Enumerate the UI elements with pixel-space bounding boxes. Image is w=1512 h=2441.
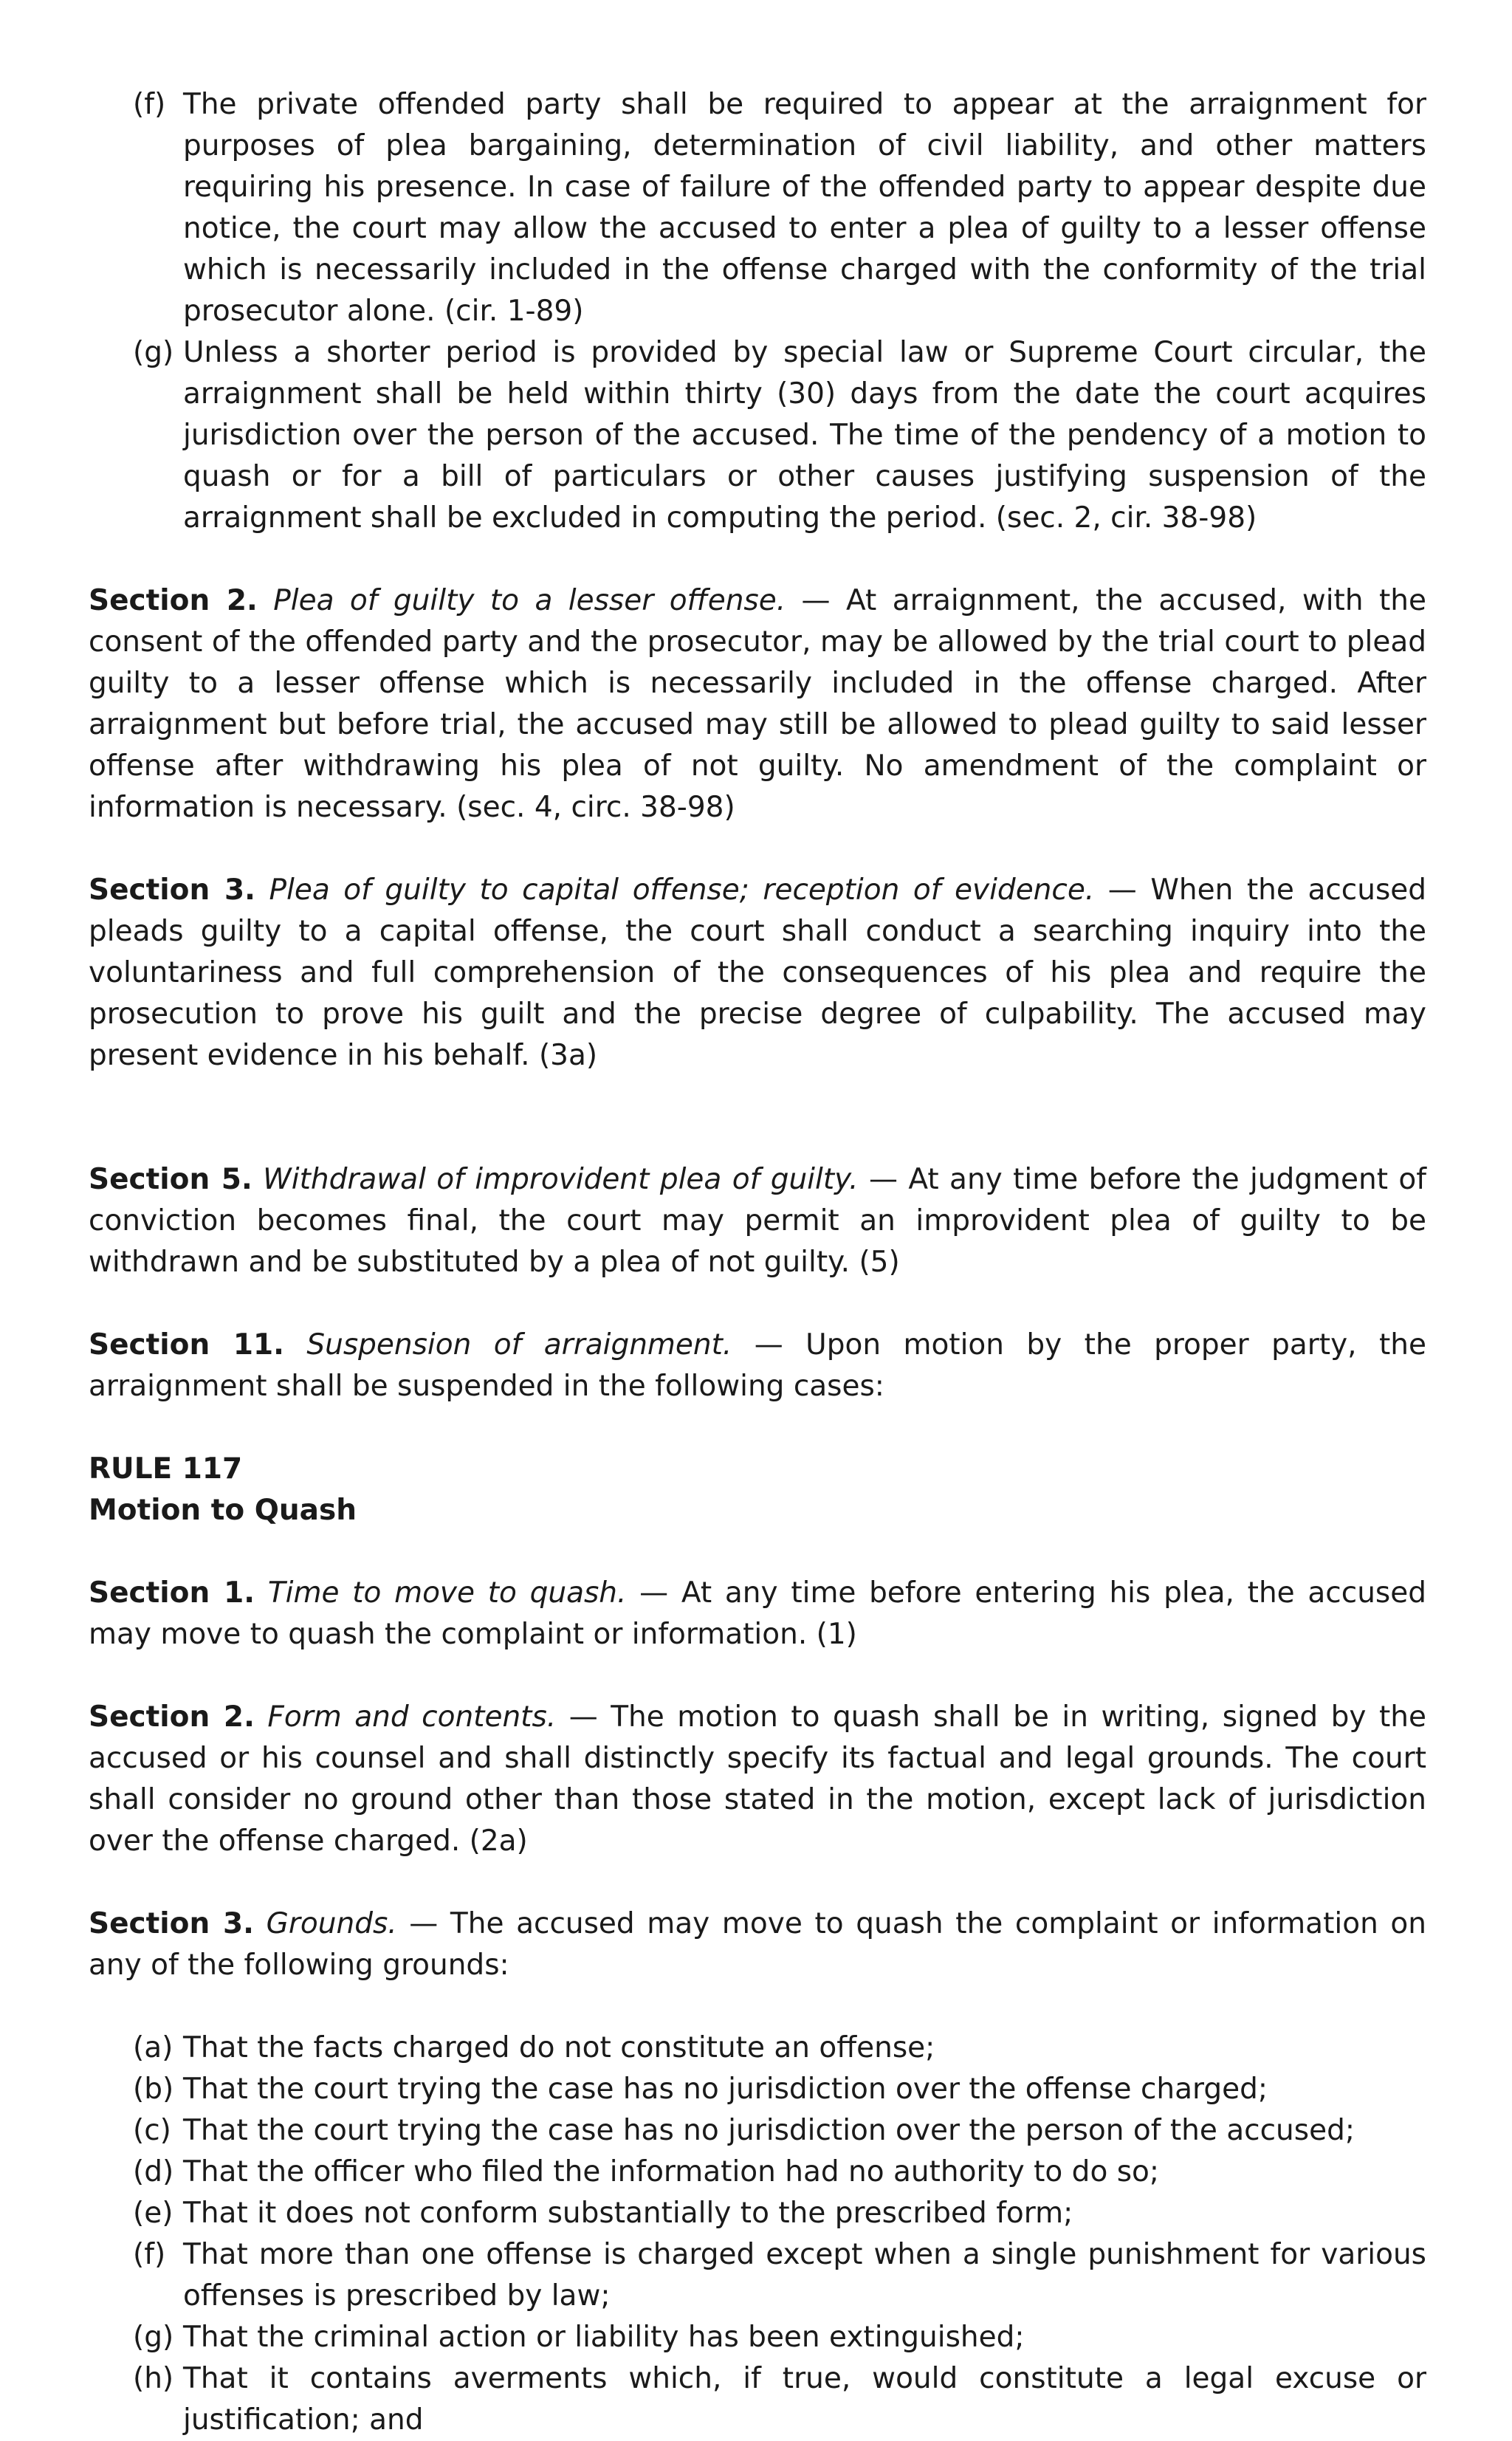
list-item-text: Unless a shorter period is provided by special law or Supreme Court circular, the arraignment shall be held within thirty (30) days from the date the court acquires jurisdiction over the person of the accused. The time of the pendency of a motion to quash or for a bill of particulars or other causes justifying suspension of the arraignment shall be excluded in computing the period. (sec. 2, cir. 38-98) xyxy=(183,336,1426,535)
section-body: — At any time before entering his plea, the accused may move to quash the complaint or information. (1) xyxy=(89,1576,1426,1651)
section-number: Section 3. xyxy=(89,873,255,907)
list-marker: (c) xyxy=(133,2114,171,2147)
list-item xyxy=(133,332,1426,539)
list-marker: (d) xyxy=(133,2155,174,2188)
section-number: Section 1. xyxy=(89,1576,255,1610)
section-title: Grounds. xyxy=(266,1907,397,1940)
list-item xyxy=(133,2358,1426,2441)
section-number: Section 5. xyxy=(89,1163,252,1196)
section-number: Section 3. xyxy=(89,1907,254,1940)
section-paragraph xyxy=(89,1697,1426,1862)
section-title: Plea of guilty to capital offense; reception of evidence. xyxy=(269,873,1095,907)
list-item-text: That it contains averments which, if true, would constitute a legal excuse or justification; and xyxy=(183,2362,1426,2437)
section-paragraph xyxy=(89,580,1426,828)
section-body: — The motion to quash shall be in writing, signed by the accused or his counsel and shall distinctly specify its factual and legal grounds. The court shall consider no ground other than those stated in the motion, except lack of jurisdiction over the offense charged. (2a) xyxy=(89,1700,1426,1858)
list-marker: (f) xyxy=(133,88,166,121)
section-number: Section 11. xyxy=(89,1328,284,1362)
list-item-text: The private offended party shall be required to appear at the arraignment for purposes of plea bargaining, determination of civil liability, and other matters requiring his presence. In case of failure of the offended party to appear despite due notice, the court may allow the accused to enter a plea of guilty to a lesser offense which is necessarily included in the offense charged with the conformity of the trial prosecutor alone. (cir. 1-89) xyxy=(183,88,1426,328)
section-title: Form and contents. xyxy=(267,1700,557,1734)
list-item-text: That the court trying the case has no jurisdiction over the person of the accused; xyxy=(183,2114,1355,2147)
section-paragraph xyxy=(89,1159,1426,1283)
section-paragraph xyxy=(89,1903,1426,1986)
list-marker: (a) xyxy=(133,2031,173,2064)
list-item-text: That the facts charged do not constitute an offense; xyxy=(183,2031,935,2064)
section-title: Suspension of arraignment. xyxy=(306,1328,732,1362)
rule-number-heading: RULE 117 xyxy=(89,1452,243,1486)
list-item xyxy=(133,2028,1426,2069)
list-marker: (e) xyxy=(133,2197,173,2230)
list-item-text: That it does not conform substantially to the prescribed form; xyxy=(183,2197,1073,2230)
list-item-text: That the criminal action or liability has been extinguished; xyxy=(183,2321,1025,2354)
section-paragraph xyxy=(89,870,1426,1077)
section-body: — When the accused pleads guilty to a capital offense, the court shall conduct a searching inquiry into the voluntariness and full comprehension of the consequences of his plea and require the prosecution to prove his guilt and the precise degree of culpability. The accused may present evidence in his behalf. (3a) xyxy=(89,873,1427,1072)
list-marker: (f) xyxy=(133,2238,166,2271)
list-marker: (h) xyxy=(133,2362,174,2395)
section-title: Plea of guilty to a lesser offense. xyxy=(273,584,786,617)
list-item xyxy=(133,2317,1426,2358)
arraignment-subsection-list xyxy=(133,84,1426,539)
grounds-list xyxy=(133,2028,1426,2441)
list-marker: (g) xyxy=(133,2321,174,2354)
section-number: Section 2. xyxy=(89,1700,255,1734)
section-body: — Upon motion by the proper party, the arraignment shall be suspended in the following cases: xyxy=(89,1328,1426,1403)
list-marker: (b) xyxy=(133,2073,174,2106)
list-marker: (g) xyxy=(133,336,174,369)
list-item xyxy=(133,2234,1426,2317)
section-paragraph xyxy=(89,1325,1426,1407)
section-paragraph xyxy=(89,1573,1426,1655)
section-number: Section 2. xyxy=(89,584,258,617)
section-body: — At any time before the judgment of conviction becomes final, the court may permit an improvident plea of guilty to be withdrawn and be substituted by a plea of not guilty. (5) xyxy=(89,1163,1426,1279)
list-item-text: That the officer who filed the information had no authority to do so; xyxy=(183,2155,1160,2188)
list-item xyxy=(133,2193,1426,2234)
section-body: — At arraignment, the accused, with the consent of the offended party and the prosecutor, may be allowed by the trial court to plead guilty to a lesser offense which is necessarily included in the offense charged. After arraignment but before trial, the accused may still be allowed to plead guilty to said lesser offense after withdrawing his plea of not guilty. No amendment of the complaint or information is necessary. (sec. 4, circ. 38-98) xyxy=(89,584,1426,824)
section-title: Withdrawal of improvident plea of guilty. xyxy=(263,1163,859,1196)
list-item xyxy=(133,2110,1426,2152)
rule-title-heading: Motion to Quash xyxy=(89,1494,357,1527)
section-title: Time to move to quash. xyxy=(267,1576,627,1610)
list-item-text: That the court trying the case has no jurisdiction over the offense charged; xyxy=(183,2073,1268,2106)
list-item xyxy=(133,2152,1426,2193)
section-body: — The accused may move to quash the complaint or information on any of the following grounds: xyxy=(89,1907,1426,1982)
document-page xyxy=(89,84,1426,2441)
list-item xyxy=(133,84,1426,332)
list-item-text: That more than one offense is charged except when a single punishment for various offenses is prescribed by law; xyxy=(183,2238,1426,2313)
list-item xyxy=(133,2069,1426,2110)
